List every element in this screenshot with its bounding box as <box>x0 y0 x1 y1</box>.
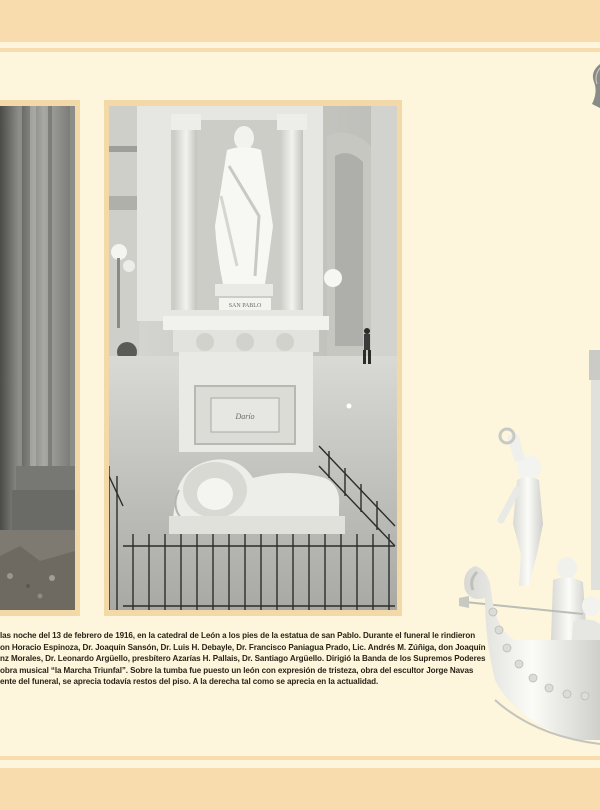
bottom-divider <box>0 756 600 760</box>
cherub-sculpture-image <box>455 340 600 750</box>
caption-line-1: las noche del 13 de febrero de 1916, en la catedral de León a los pies de la estatua de san Pablo. Durante el funeral le rindieron <box>0 631 476 640</box>
caption-line-3: nz Morales, Dr. Leonardo Argüello, presbítero Azarías H. Pallais, Dr. Santiago Argüello. Dirigió la Banda de los Supremos Poderes <box>0 654 486 664</box>
bottom-band <box>0 768 600 810</box>
caption-line-4: obra musical “la Marcha Triunfal”. Sobre la tumba fue puesto un león con expresión de tristeza, obra del escultor Jorge Navas <box>0 665 474 675</box>
right-photo-frame <box>104 100 402 616</box>
left-photo-frame <box>0 100 80 616</box>
caption-line-2: on Horacio Espinoza, Dr. Joaquín Sansón, Dr. Luis H. Debayle, Dr. Francisco Paniagua Prado, Lic. Andrés M. Zúñiga, don Joaquín <box>0 642 486 652</box>
cathedral-columns-image <box>0 106 75 610</box>
left-photo <box>0 106 75 610</box>
top-divider <box>0 48 600 52</box>
tomb-plaque-text: Darío <box>235 412 255 421</box>
tomb-statue-image <box>109 106 397 610</box>
statue-plaque-text: SAN PABLO <box>228 303 262 309</box>
right-photo <box>109 106 397 610</box>
top-band <box>0 0 600 42</box>
caption-line-5: ente del funeral, se aprecia todavía restos del piso. A la derecha tal como se aprecia en la actualidad. <box>0 677 379 687</box>
corner-ornament-image <box>588 64 600 108</box>
